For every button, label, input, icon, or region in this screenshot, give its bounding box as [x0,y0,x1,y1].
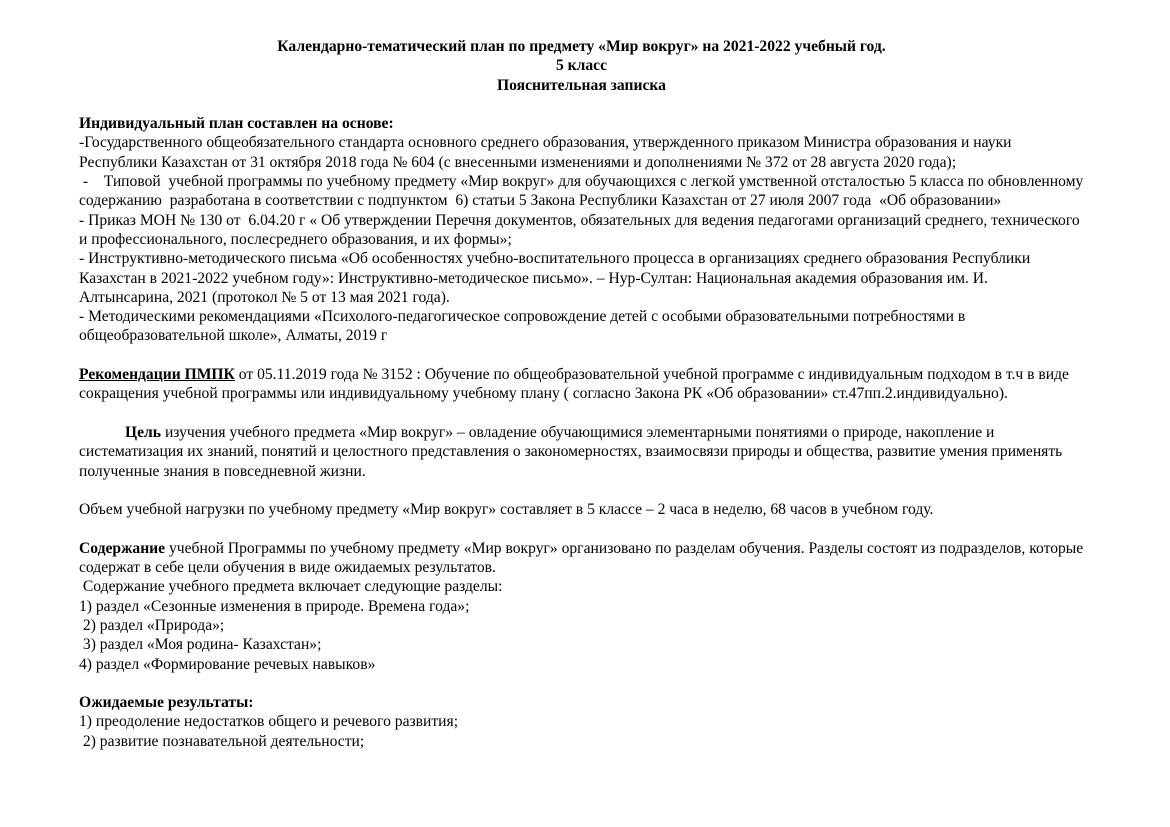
doc-title-line-3 [79,76,1084,95]
text-run: 2) развитие познавательной деятельности; [79,732,365,750]
basis-item-letter [79,249,1084,307]
text-run: - Приказ МОН № 130 от 6.04.20 г « Об утверждении Перечня документов, обязательных для ведения педагогами организаций среднего, технического и профессионального, послесреднего образования, и их формы»; [79,211,1084,248]
doc-title-line-1 [79,37,1084,56]
text-run: Содержание [79,539,166,557]
text-run: - Методическими рекомендациями «Психолого-педагогическое сопровождение детей с особыми образовательными потребностями в общеобразовательной школе», Алматы, 2019 г [79,308,970,345]
text-run: Ожидаемые результаты: [79,694,254,712]
text-run: учебной Программы по учебному предмету «Мир вокруг» организовано по разделам обучения. Разделы состоят из подразделов, которые содержат в себе цели обучения в виде ожидаемых результатов. [79,539,1088,577]
text-run: Объем учебной нагрузки по учебному предмету «Мир вокруг» составляет в 5 классе – 2 часа в неделю, 68 часов в учебном году. [79,501,934,519]
text-run: 2) раздел «Природа»; [79,616,225,634]
text-run: Календарно-тематический план по предмету «Мир вокруг» на 2021-2022 учебный год. [277,38,886,55]
text-run: 1) преодоление недостатков общего и речевого развития; [79,713,459,731]
text-run: Рекомендации ПМПК [79,366,235,384]
text-run: -Государственного общеобязательного стандарта основного среднего образования, утвержденного приказом Министра образования и науки Республики Казахстан от 31 октября 2018 года № 604 (с внесенными изменениями и дополнениями № 372 от 28 августа 2020 года); [79,134,1016,171]
doc-title-line-2 [79,56,1084,75]
sections-intro [79,577,1084,596]
blank-line [79,519,1084,538]
blank-line [79,95,1084,114]
text-run: 5 класс [555,57,608,75]
text-run: Цель [125,423,162,441]
basis-heading [79,114,1084,133]
workload-paragraph [79,500,1084,519]
result-item-2 [79,732,1084,751]
pmpk-paragraph [79,365,1084,404]
section-item-1 [79,597,1084,616]
text-run: 3) раздел «Моя родина- Казахстан»; [79,636,322,654]
text-run: Индивидуальный план составлен на основе: [79,115,394,133]
text-run: Содержание учебного предмета включает следующие разделы: [79,578,503,596]
text-run: изучения учебного предмета «Мир вокруг» – овладение обучающимися элементарными понятиями о природе, накопление и систематизация их знаний, понятий и целостного представления о закономерностях, взаимосвязи природы и общества, развитие умения применять полученные знания в повседневной жизни. [79,423,1067,480]
basis-item-recommendations [79,307,1084,346]
section-item-3 [79,635,1084,654]
result-item-1 [79,712,1084,731]
section-item-2 [79,616,1084,635]
text-run: 1) раздел «Сезонные изменения в природе. Времена года»; [79,597,470,615]
basis-item-prikaz [79,211,1084,250]
text-run: 4) раздел «Формирование речевых навыков» [79,655,376,673]
content-paragraph [79,539,1088,578]
text-run: Пояснительная записка [497,76,666,94]
blank-line [79,674,1084,693]
goal-paragraph [79,423,1084,481]
blank-line [79,346,1084,365]
basis-item-program [79,172,1088,211]
basis-item-standard [79,133,1084,172]
text-run: от 05.11.2019 года № 3152 : Обучение по общеобразовательной учебной программе с индивидуальным подходом в т.ч в виде сокращения учебной программы или индивидуальному учебному плану ( согласно Закона РК «Об образовании» ст.47пп.2.индивидуально). [79,366,1073,403]
text-run: - Типовой учебной программы по учебному предмету «Мир вокруг» для обучающихся с легкой умственной отсталостью 5 класса по обновленному содержанию разработана в соответствии с подпунктом 6) статьи 5 Закона Республики Казахстан от 27 июля 2007 года «Об образовании» [79,173,1088,210]
section-item-4 [79,655,1084,674]
document-content [79,37,1088,751]
results-heading [79,693,1084,712]
text-run: - Инструктивно-методического письма «Об особенностях учебно-воспитательного процесса в организациях среднего образования Республики Казахстан в 2021-2022 учебном году»: Инструктивно-методическое письмо». – Нур-Султан: Национальная академия образования им. И. Алтынсарина, 2021 (протокол № 5 от 13 мая 2021 года). [79,250,1035,306]
blank-line [79,404,1084,423]
blank-line [79,481,1084,500]
